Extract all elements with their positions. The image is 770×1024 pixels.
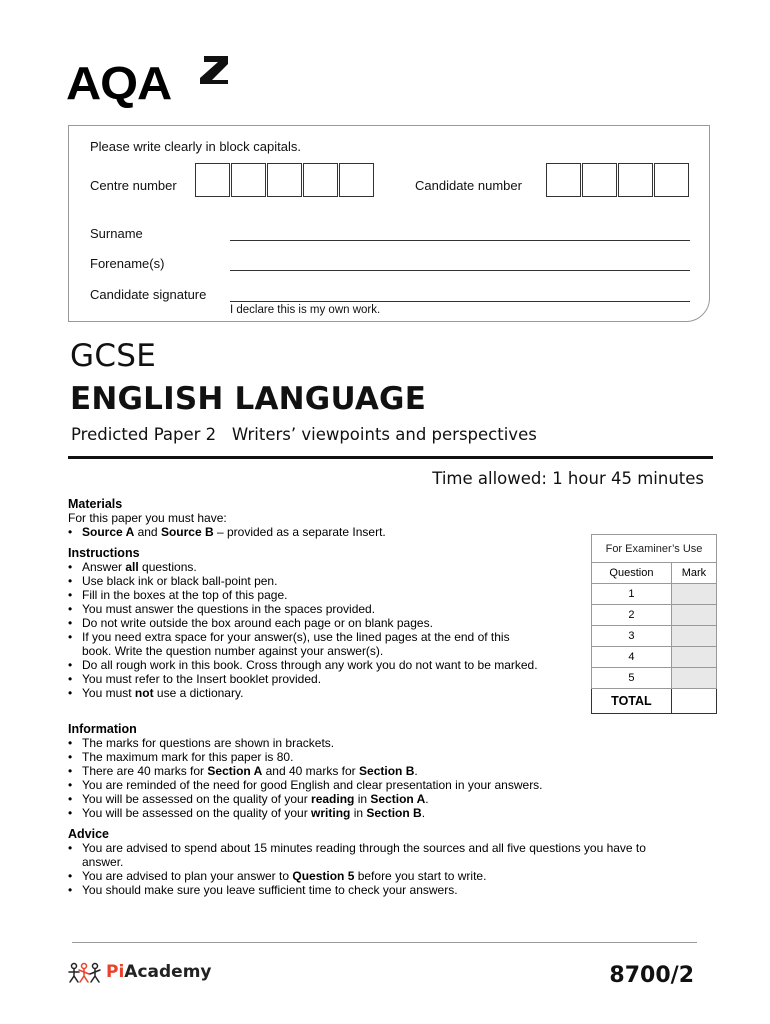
materials-intro: For this paper you must have:	[68, 511, 227, 525]
brand-academy: Academy	[124, 962, 212, 982]
materials-insert-text: – provided as a separate Insert.	[213, 525, 386, 539]
source-a-text: Source A	[82, 525, 135, 539]
instruction-text: You must	[82, 686, 135, 700]
subject-title: ENGLISH LANGUAGE	[70, 381, 427, 417]
information-section	[68, 722, 688, 820]
instruction-text: questions.	[138, 560, 197, 574]
examiner-table-title: For Examiner’s Use	[592, 535, 717, 563]
instruction-item: • If you need extra space for your answer(s), use the lined pages at the end of this book. Write the question number against your answer(s).	[68, 630, 538, 658]
candidate-number-boxes[interactable]	[546, 163, 690, 197]
instruction-item	[68, 686, 538, 700]
instruction-item: • Fill in the boxes at the top of this page.	[68, 588, 538, 602]
mark-column-header: Mark	[671, 563, 716, 584]
total-label: TOTAL	[592, 689, 672, 714]
advice-text: You are advised to plan your answer to	[82, 869, 293, 883]
time-allowed: Time allowed: 1 hour 45 minutes	[432, 469, 704, 488]
block-capitals-instruction: Please write clearly in block capitals.	[90, 139, 301, 154]
mark-cell[interactable]	[671, 626, 716, 647]
centre-number-boxes[interactable]	[195, 163, 375, 197]
instructions-heading: Instructions	[68, 546, 140, 560]
qualification-level: GCSE	[70, 338, 157, 374]
advice-item: • You are advised to spend about 15 minutes reading through the sources and all five questions you have to answer.	[68, 841, 648, 869]
mark-cell[interactable]	[671, 647, 716, 668]
question-number: 5	[592, 668, 672, 689]
advice-heading: Advice	[68, 827, 109, 841]
instruction-item: • Do all rough work in this book. Cross through any work you do not want to be marked.	[68, 658, 538, 672]
signature-field[interactable]	[230, 301, 690, 302]
forenames-label: Forename(s)	[90, 256, 165, 271]
mark-cell[interactable]	[671, 668, 716, 689]
information-bold: Section A	[370, 792, 426, 806]
advice-text: before you start to write.	[354, 869, 487, 883]
advice-bold: Question 5	[292, 869, 355, 883]
information-text: There are 40 marks for	[82, 764, 208, 778]
footer-divider	[72, 942, 697, 943]
centre-number-cell[interactable]	[303, 163, 338, 197]
instruction-item	[68, 560, 538, 574]
forenames-field[interactable]	[230, 270, 690, 271]
information-bold: Section B	[366, 806, 422, 820]
instruction-item: • Use black ink or black ball-point pen.	[68, 574, 538, 588]
information-text: .	[421, 806, 426, 820]
question-number: 1	[592, 584, 672, 605]
instruction-text: Answer	[82, 560, 126, 574]
advice-item: • You should make sure you leave sufficient time to check your answers.	[68, 883, 648, 897]
information-item: • The marks for questions are shown in brackets.	[68, 736, 688, 750]
information-item	[68, 764, 688, 778]
information-bold: reading	[311, 792, 355, 806]
instruction-bold: not	[134, 686, 154, 700]
information-bold: Section A	[207, 764, 263, 778]
pi-academy-logo	[106, 962, 212, 982]
centre-number-cell[interactable]	[339, 163, 374, 197]
title-divider	[68, 456, 713, 459]
materials-and-text: and	[134, 525, 161, 539]
aqa-logo: AQA	[66, 57, 172, 109]
instructions-section	[68, 546, 538, 700]
information-text: and 40 marks for	[262, 764, 360, 778]
source-b-text: Source B	[160, 525, 214, 539]
information-bold: Section B	[359, 764, 415, 778]
examiner-use-table	[591, 534, 717, 714]
paper-code: 8700/2	[609, 963, 694, 988]
candidate-number-cell[interactable]	[582, 163, 617, 197]
paper-title: Predicted Paper 2 Writers’ viewpoints and perspectives	[71, 425, 537, 444]
question-number: 3	[592, 626, 672, 647]
materials-heading: Materials	[68, 497, 123, 511]
pi-academy-figures-icon	[68, 962, 102, 984]
instruction-item: • You must refer to the Insert booklet provided.	[68, 672, 538, 686]
instruction-item: • Do not write outside the box around each page or on blank pages.	[68, 616, 538, 630]
information-text: You will be assessed on the quality of your	[82, 792, 312, 806]
information-item: • You are reminded of the need for good English and clear presentation in your answers.	[68, 778, 688, 792]
information-text: .	[425, 792, 429, 806]
candidate-number-cell[interactable]	[654, 163, 689, 197]
candidate-number-label: Candidate number	[415, 178, 522, 193]
materials-item	[68, 525, 568, 539]
surname-field[interactable]	[230, 240, 690, 241]
mark-cell[interactable]	[671, 584, 716, 605]
advice-item	[68, 869, 648, 883]
advice-section	[68, 827, 648, 897]
signature-label: Candidate signature	[90, 287, 207, 302]
centre-number-cell[interactable]	[195, 163, 230, 197]
aqa-flag-icon	[198, 54, 230, 86]
information-heading: Information	[68, 722, 137, 736]
information-bold: writing	[311, 806, 351, 820]
information-text: You will be assessed on the quality of your	[82, 806, 312, 820]
information-item	[68, 792, 688, 806]
instruction-text: use a dictionary.	[153, 686, 244, 700]
candidate-number-cell[interactable]	[546, 163, 581, 197]
information-text: .	[414, 764, 418, 778]
information-item: • The maximum mark for this paper is 80.	[68, 750, 688, 764]
information-item	[68, 806, 688, 820]
information-text: in	[354, 792, 371, 806]
mark-cell[interactable]	[671, 605, 716, 626]
question-number: 2	[592, 605, 672, 626]
candidate-number-cell[interactable]	[618, 163, 653, 197]
centre-number-cell[interactable]	[267, 163, 302, 197]
brand-pi: Pi	[106, 962, 125, 982]
instruction-item: • You must answer the questions in the spaces provided.	[68, 602, 538, 616]
total-mark-cell[interactable]	[671, 689, 716, 714]
centre-number-cell[interactable]	[231, 163, 266, 197]
question-column-header: Question	[592, 563, 672, 584]
information-text: in	[350, 806, 367, 820]
question-number: 4	[592, 647, 672, 668]
instruction-bold: all	[125, 560, 139, 574]
declaration-text: I declare this is my own work.	[230, 304, 381, 316]
surname-label: Surname	[90, 226, 143, 241]
centre-number-label: Centre number	[90, 178, 177, 193]
materials-section	[68, 497, 568, 539]
